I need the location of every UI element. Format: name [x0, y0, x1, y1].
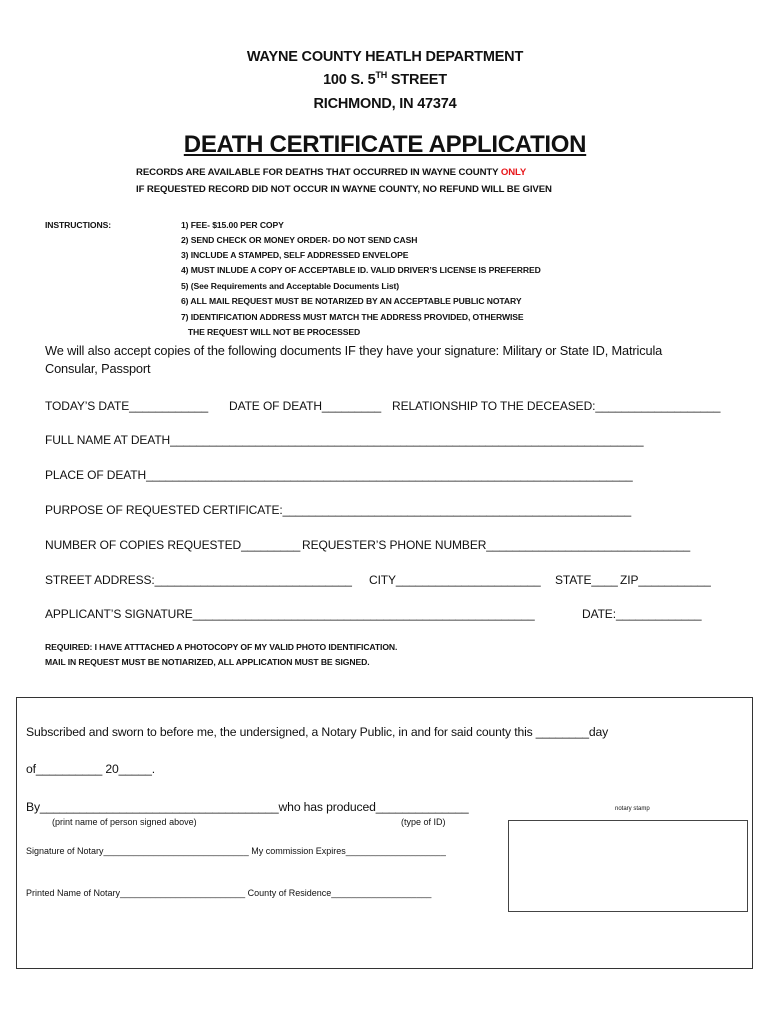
number-of-copies-field[interactable]: NUMBER OF COPIES REQUESTED_________: [45, 538, 301, 552]
availability-notice: RECORDS ARE AVAILABLE FOR DEATHS THAT OCCURRED IN WAYNE COUNTY ONLY: [136, 167, 527, 178]
notary-stamp-label: notary stamp: [615, 806, 650, 812]
sworn-date-field[interactable]: of__________ 20_____.: [26, 762, 156, 776]
instruction-item: 4) MUST INLUDE A COPY OF ACCEPTABLE ID. VALID DRIVER’S LICENSE IS PREFERRED: [181, 265, 541, 275]
produced-by-field[interactable]: By____________________________________who has produced______________: [26, 800, 469, 814]
relationship-field[interactable]: RELATIONSHIP TO THE DECEASED:___________________: [392, 399, 721, 413]
accepted-documents-text: We will also accept copies of the following documents IF they have your signature: Military or State ID, Matricula: [45, 343, 663, 358]
notary-printed-name-field[interactable]: Printed Name of Notary_________________________ County of Residence____________________: [26, 888, 432, 898]
signature-date-field[interactable]: DATE:_____________: [582, 607, 702, 621]
city-field[interactable]: CITY______________________: [369, 573, 541, 587]
instruction-item: 3) INCLUDE A STAMPED, SELF ADDRESSED ENVELOPE: [181, 250, 409, 260]
type-of-id-hint: (type of ID): [401, 817, 446, 827]
department-city: RICHMOND, IN 47374: [313, 96, 457, 112]
accepted-documents-text-cont: Consular, Passport: [45, 361, 151, 376]
page-title: DEATH CERTIFICATE APPLICATION: [183, 131, 587, 158]
department-street: 100 S. 5TH STREET: [323, 70, 447, 88]
instruction-item: 1) FEE- $15.00 PER COPY: [181, 220, 284, 230]
refund-notice: IF REQUESTED RECORD DID NOT OCCUR IN WAYNE COUNTY, NO REFUND WILL BE GIVEN: [136, 184, 552, 195]
state-field[interactable]: STATE____: [555, 573, 618, 587]
street-address-field[interactable]: STREET ADDRESS:______________________________: [45, 573, 352, 587]
instructions-label: INSTRUCTIONS:: [45, 220, 112, 230]
instruction-item: THE REQUEST WILL NOT BE PROCESSED: [181, 327, 361, 337]
print-name-hint: (print name of person signed above): [52, 817, 197, 827]
instruction-item: 6) ALL MAIL REQUEST MUST BE NOTARIZED BY AN ACCEPTABLE PUBLIC NOTARY: [181, 296, 522, 306]
applicant-signature-field[interactable]: APPLICANT’S SIGNATURE____________________________________________________: [45, 607, 535, 621]
date-of-death-field[interactable]: DATE OF DEATH_________: [229, 399, 382, 413]
department-name: WAYNE COUNTY HEATLH DEPARTMENT: [246, 49, 524, 65]
place-of-death-field[interactable]: PLACE OF DEATH__________________________________________________________________________: [45, 468, 633, 482]
phone-number-field[interactable]: REQUESTER’S PHONE NUMBER_______________________________: [302, 538, 691, 552]
instruction-item: 7) IDENTIFICATION ADDRESS MUST MATCH THE ADDRESS PROVIDED, OTHERWISE: [181, 312, 524, 322]
todays-date-field[interactable]: TODAY’S DATE____________: [45, 399, 209, 413]
full-name-field[interactable]: FULL NAME AT DEATH________________________________________________________________________: [45, 433, 644, 447]
notary-stamp-box[interactable]: [508, 820, 748, 912]
required-id-notice: REQUIRED: I HAVE ATTTACHED A PHOTOCOPY OF MY VALID PHOTO IDENTIFICATION.: [45, 642, 398, 652]
notarize-notice: MAIL IN REQUEST MUST BE NOTIARIZED, ALL APPLICATION MUST BE SIGNED.: [45, 657, 370, 667]
zip-field[interactable]: ZIP___________: [620, 573, 711, 587]
instruction-item: 2) SEND CHECK OR MONEY ORDER- DO NOT SEND CASH: [181, 235, 418, 245]
notary-signature-field[interactable]: Signature of Notary_____________________________ My commission Expires____________________: [26, 846, 446, 856]
sworn-statement: Subscribed and sworn to before me, the undersigned, a Notary Public, in and for said county this ________day: [26, 725, 609, 739]
purpose-field[interactable]: PURPOSE OF REQUESTED CERTIFICATE:_____________________________________________________: [45, 503, 632, 517]
instruction-item: 5) (See Requirements and Acceptable Documents List): [181, 281, 400, 291]
